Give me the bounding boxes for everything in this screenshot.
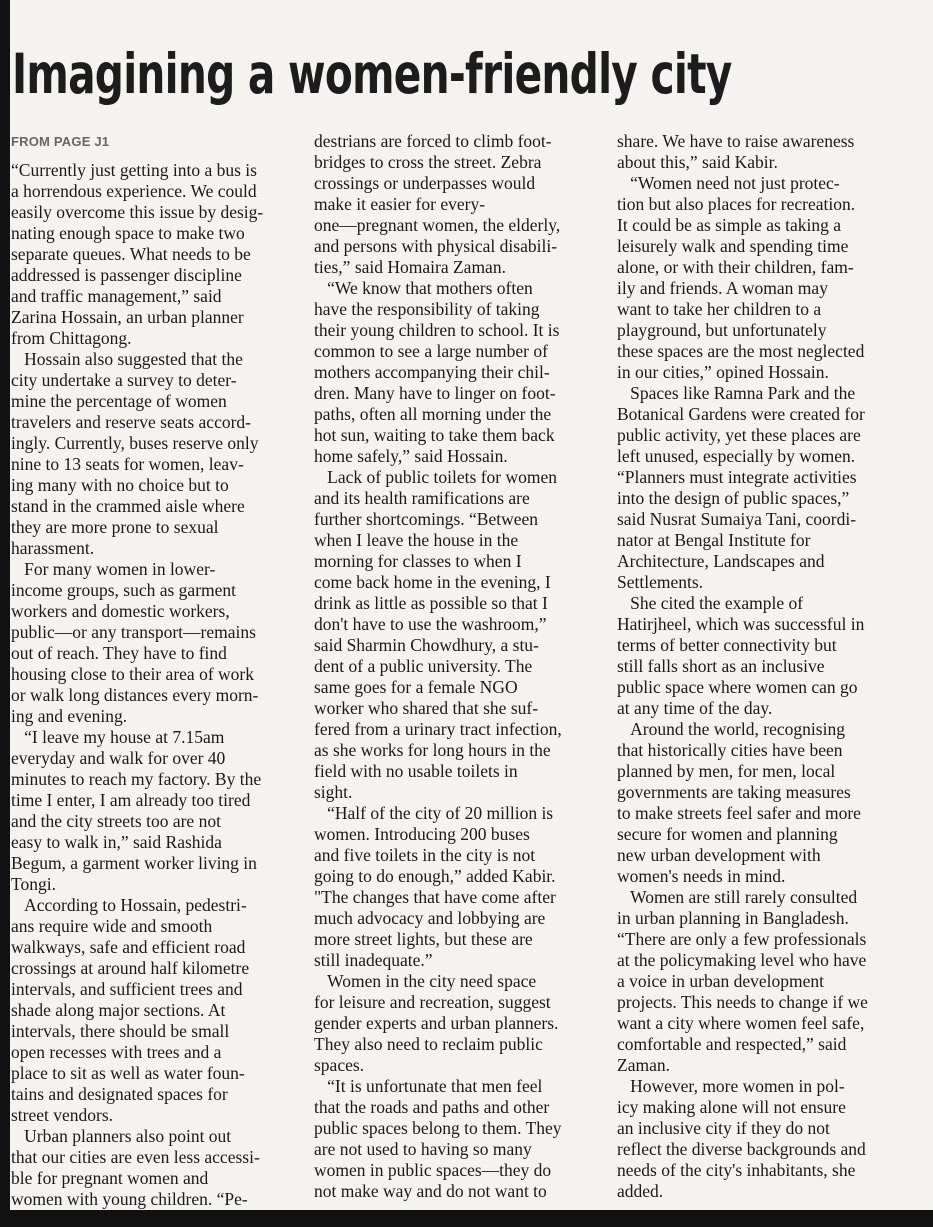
article-text-line: bridges to cross the street. Zebra <box>314 152 542 172</box>
article-text-line: ble for pregnant women and <box>11 1168 209 1188</box>
article-text-line: tains and designated spaces for <box>11 1084 228 1104</box>
article-text-line: nating enough space to make two <box>11 223 245 243</box>
article-text-line: one—pregnant women, the elderly, <box>314 215 561 235</box>
article-text-line: still falls short as an inclusive <box>617 656 825 676</box>
article-text-line: “We know that mothers often <box>314 278 533 298</box>
article-text-line: ans require wide and smooth <box>11 916 213 936</box>
article-text-line: mine the percentage of women <box>11 391 227 411</box>
article-text-line: public activity, yet these places are <box>617 425 861 445</box>
article-text-line: spaces. <box>314 1055 365 1075</box>
article-text-line: women with young children. “Pe- <box>11 1189 248 1209</box>
article-text-line: Zarina Hossain, an urban planner <box>11 307 244 327</box>
article-text-line: still inadequate.” <box>314 950 433 970</box>
article-text-line: easily overcome this issue by desig- <box>11 202 264 222</box>
article-text-line: don't have to use the washroom,” <box>314 614 547 634</box>
article-text-line: women's needs in mind. <box>617 866 786 886</box>
article-text-line: projects. This needs to change if we <box>617 992 868 1012</box>
article-text-line: “Women need not just protec- <box>617 173 840 193</box>
article-text-line: “Half of the city of 20 million is <box>314 803 554 823</box>
article-text-line: intervals, there should be small <box>11 1021 230 1041</box>
article-text-line: shade along major sections. At <box>11 1000 226 1020</box>
article-text-line: and traffic management,” said <box>11 286 222 306</box>
article-text-line: “Currently just getting into a bus is <box>11 160 257 180</box>
article-text-line: Begum, a garment worker living in <box>11 853 257 873</box>
article-text-line: drink as little as possible so that I <box>314 593 548 613</box>
article-text-line: city undertake a survey to deter- <box>11 370 237 390</box>
article-text-line: Zaman. <box>617 1055 670 1075</box>
article-text-line: in our cities,” opined Hossain. <box>617 362 829 382</box>
article-text-line: dent of a public university. The <box>314 656 533 676</box>
article-text-line: come back home in the evening, I <box>314 572 551 592</box>
article-text-line: in urban planning in Bangladesh. <box>617 908 849 928</box>
article-text-line: common to see a large number of <box>314 341 548 361</box>
article-text-line: For many women in lower- <box>11 559 216 579</box>
article-text-line: planned by men, for men, local <box>617 761 836 781</box>
article-text-line: Hossain also suggested that the <box>11 349 243 369</box>
article-text-line: ily and friends. A woman may <box>617 278 828 298</box>
article-text-line: new urban development with <box>617 845 821 865</box>
article-text-line: going to do enough,” added Kabir. <box>314 866 556 886</box>
article-text-line: a horrendous experience. We could <box>11 181 257 201</box>
article-text-line: said Nusrat Sumaiya Tani, coordi- <box>617 509 857 529</box>
article-text-line: Hatirjheel, which was successful in <box>617 614 865 634</box>
article-text-line: have the responsibility of taking <box>314 299 540 319</box>
article-text-line: and persons with physical disabili- <box>314 236 558 256</box>
article-text-line: place to sit as well as water foun- <box>11 1063 245 1083</box>
article-text-line: further shortcomings. “Between <box>314 509 539 529</box>
article-text-line: said Sharmin Chowdhury, a stu- <box>314 635 539 655</box>
article-text-line: She cited the example of <box>617 593 804 613</box>
article-text-line: housing close to their area of work <box>11 664 254 684</box>
article-text-line: mothers accompanying their chil- <box>314 362 550 382</box>
article-text-line: They also need to reclaim public <box>314 1034 543 1054</box>
article-text-line: make it easier for every- <box>314 194 486 214</box>
article-text-line: Botanical Gardens were created for <box>617 404 865 424</box>
article-text-line: morning for classes to when I <box>314 551 522 571</box>
article-text-line: out of reach. They have to find <box>11 643 227 663</box>
article-text-line: ing many with no choice but to <box>11 475 229 495</box>
article-text-line: addressed is passenger discipline <box>11 265 242 285</box>
article-text-line: “Planners must integrate activities <box>617 467 857 487</box>
article-text-line: paths, often all morning under the <box>314 404 552 424</box>
article-text-line: are not used to having so many <box>314 1139 532 1159</box>
article-text-line: crossings or underpasses would <box>314 173 536 193</box>
article-text-line: added. <box>617 1181 664 1201</box>
article-text-line: that historically cities have been <box>617 740 843 760</box>
column-3-lines <box>617 131 907 1202</box>
article-text-line: nine to 13 seats for women, leav- <box>11 454 244 474</box>
article-text-line: workers and domestic workers, <box>11 601 230 621</box>
article-text-line: Settlements. <box>617 572 704 592</box>
article-text-line: women. Introducing 200 buses <box>314 824 530 844</box>
article-text-line: for leisure and recreation, suggest <box>314 992 551 1012</box>
article-text-line: want to take her children to a <box>617 299 822 319</box>
article-text-line: Architecture, Landscapes and <box>617 551 825 571</box>
article-text-line: destrians are forced to climb foot- <box>314 131 552 151</box>
article-text-line: open recesses with trees and a <box>11 1042 222 1062</box>
article-text-line: ties,” said Homaira Zaman. <box>314 257 506 277</box>
article-text-line: that our cities are even less accessi- <box>11 1147 260 1167</box>
article-text-line: when I leave the house in the <box>314 530 519 550</box>
article-text-line: intervals, and sufficient trees and <box>11 979 243 999</box>
article-text-line: much advocacy and lobbying are <box>314 908 546 928</box>
article-text-line: left unused, especially by women. <box>617 446 856 466</box>
article-text-line: want a city where women feel safe, <box>617 1013 865 1033</box>
article-text-line: walkways, safe and efficient road <box>11 937 246 957</box>
article-text-line: they are more prone to sexual <box>11 517 219 537</box>
article-text-line: and five toilets in the city is not <box>314 845 536 865</box>
article-column-1 <box>11 131 301 1210</box>
article-text-line: "The changes that have come after <box>314 887 556 907</box>
article-text-line: Tongi. <box>11 874 56 894</box>
article-text-line: from Chittagong. <box>11 328 132 348</box>
article-text-line: a voice in urban development <box>617 971 825 991</box>
article-text-line: nator at Bengal Institute for <box>617 530 811 550</box>
article-text-line: harassment. <box>11 538 95 558</box>
column-1-lines <box>11 160 301 1210</box>
article-text-line: women in public spaces—they do <box>314 1160 552 1180</box>
scan-edge-bottom <box>0 1210 933 1227</box>
article-text-line: street vendors. <box>11 1105 114 1125</box>
article-text-line: about this,” said Kabir. <box>617 152 778 172</box>
article-text-line: worker who shared that she suf- <box>314 698 539 718</box>
article-text-line: share. We have to raise awareness <box>617 131 855 151</box>
article-text-line: separate queues. What needs to be <box>11 244 251 264</box>
article-text-line: Around the world, recognising <box>617 719 845 739</box>
article-text-line: into the design of public spaces,” <box>617 488 850 508</box>
headline: Imagining a women-friendly city <box>12 42 732 106</box>
article-text-line: It could be as simple as taking a <box>617 215 842 235</box>
article-text-line: gender experts and urban planners. <box>314 1013 559 1033</box>
article-text-line: that the roads and paths and other <box>314 1097 550 1117</box>
article-text-line: sight. <box>314 782 353 802</box>
article-text-line: Spaces like Ramna Park and the <box>617 383 856 403</box>
article-text-line: time I enter, I am already too tired <box>11 790 251 810</box>
article-column-3 <box>617 131 907 1202</box>
article-text-line: field with no usable toilets in <box>314 761 518 781</box>
article-text-line: same goes for a female NGO <box>314 677 518 697</box>
article-text-line: and the city streets too are not <box>11 811 221 831</box>
article-text-line: or walk long distances every morn- <box>11 685 259 705</box>
article-text-line: “It is unfortunate that men feel <box>314 1076 543 1096</box>
article-text-line: Urban planners also point out <box>11 1126 232 1146</box>
continued-from-label: FROM PAGE J1 <box>11 134 110 149</box>
article-text-line: ingly. Currently, buses reserve only <box>11 433 259 453</box>
article-text-line: at the policymaking level who have <box>617 950 867 970</box>
article-text-line: crossings at around half kilometre <box>11 958 250 978</box>
article-text-line: their young children to school. It is <box>314 320 560 340</box>
article-text-line: tion but also places for recreation. <box>617 194 856 214</box>
article-text-line: public spaces belong to them. They <box>314 1118 562 1138</box>
article-text-line: icy making alone will not ensure <box>617 1097 846 1117</box>
article-text-line: hot sun, waiting to take them back <box>314 425 555 445</box>
article-text-line: “There are only a few professionals <box>617 929 867 949</box>
article-text-line: fered from a urinary tract infection, <box>314 719 562 739</box>
scan-edge-left <box>0 0 10 1227</box>
article-text-line: stand in the crammed aisle where <box>11 496 245 516</box>
article-text-line: as she works for long hours in the <box>314 740 551 760</box>
article-text-line: Lack of public toilets for women <box>314 467 557 487</box>
article-text-line: these spaces are the most neglected <box>617 341 865 361</box>
article-text-line: income groups, such as garment <box>11 580 237 600</box>
article-text-line: playground, but unfortunately <box>617 320 827 340</box>
article-text-line: comfortable and respected,” said <box>617 1034 847 1054</box>
article-text-line: home safely,” said Hossain. <box>314 446 508 466</box>
article-text-line: Women in the city need space <box>314 971 537 991</box>
article-text-line: minutes to reach my factory. By the <box>11 769 262 789</box>
article-text-line: public space where women can go <box>617 677 858 697</box>
article-text-line: at any time of the day. <box>617 698 773 718</box>
article-text-line: secure for women and planning <box>617 824 838 844</box>
article-text-line: dren. Many have to linger on foot- <box>314 383 556 403</box>
article-text-line: not make way and do not want to <box>314 1181 547 1201</box>
article-text-line: “I leave my house at 7.15am <box>11 727 225 747</box>
article-text-line: and its health ramifications are <box>314 488 530 508</box>
article-text-line: needs of the city's inhabitants, she <box>617 1160 856 1180</box>
article-text-line: alone, or with their children, fam- <box>617 257 854 277</box>
article-column-2 <box>314 131 604 1202</box>
article-text-line: terms of better connectivity but <box>617 635 837 655</box>
article-text-line: everyday and walk for over 40 <box>11 748 226 768</box>
column-2-lines <box>314 131 604 1202</box>
article-text-line: to make streets feel safer and more <box>617 803 861 823</box>
article-text-line: According to Hossain, pedestri- <box>11 895 247 915</box>
article-text-line: However, more women in pol- <box>617 1076 845 1096</box>
article-text-line: reflect the diverse backgrounds and <box>617 1139 866 1159</box>
article-text-line: easy to walk in,” said Rashida <box>11 832 222 852</box>
article-text-line: an inclusive city if they do not <box>617 1118 830 1138</box>
article-text-line: more street lights, but these are <box>314 929 533 949</box>
article-text-line: Women are still rarely consulted <box>617 887 858 907</box>
article-text-line: ing and evening. <box>11 706 128 726</box>
article-text-line: leisurely walk and spending time <box>617 236 849 256</box>
article-text-line: public—or any transport—remains <box>11 622 256 642</box>
article-text-line: governments are taking measures <box>617 782 851 802</box>
article-text-line: travelers and reserve seats accord- <box>11 412 252 432</box>
